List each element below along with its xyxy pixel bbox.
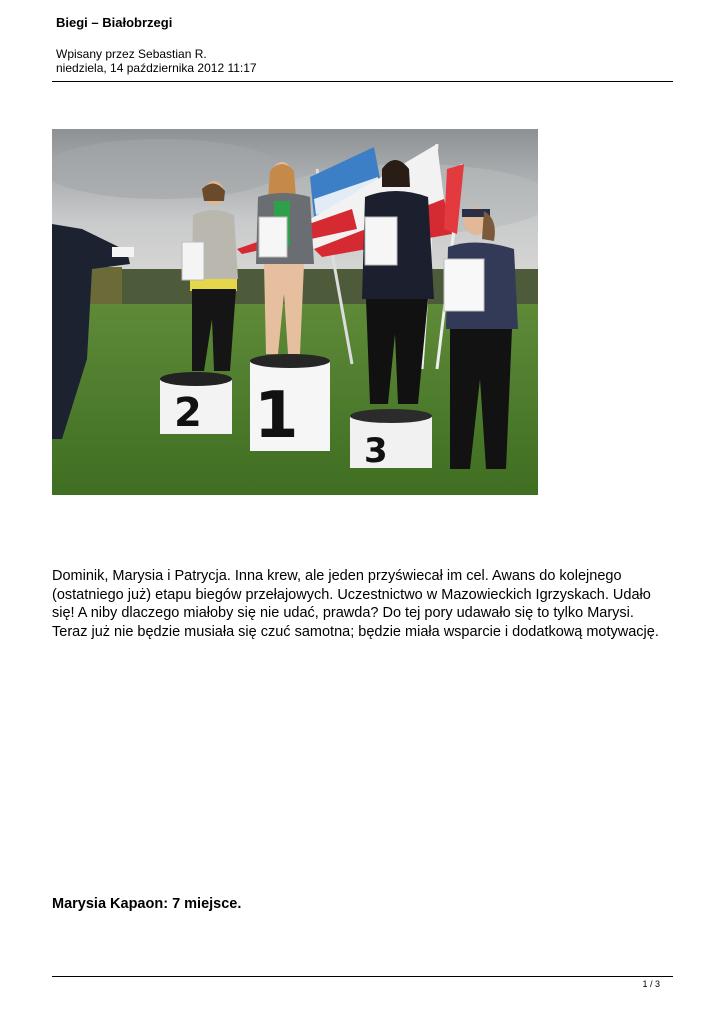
body-line: Dominik, Marysia i Patrycja. Inna krew, ale jeden przyświecał im cel. Awans do kolejnego — [52, 568, 622, 584]
podium-number-2: 2 — [174, 390, 202, 436]
date-line: niedziela, 14 października 2012 11:17 — [56, 61, 257, 75]
result-line: Marysia Kapaon: 7 miejsce. — [52, 896, 242, 912]
header-divider — [52, 81, 673, 82]
podium-number-3: 3 — [364, 431, 388, 471]
podium-photo — [52, 129, 538, 495]
article-meta — [56, 47, 257, 75]
podium-number-1: 1 — [254, 379, 299, 453]
page-number: 1 / 3 — [642, 979, 660, 989]
author-line: Wpisany przez Sebastian R. — [56, 47, 207, 61]
footer-divider — [52, 976, 673, 977]
body-line: (ostatniego już) etapu biegów przełajowych. Uczestnictwo w Mazowieckich Igrzyskach. Udało — [52, 586, 651, 603]
body-line: się! A niby dlaczego miałoby się nie udać, prawda? Do tej pory udawało się to tylko Marysi. — [52, 605, 634, 622]
article-title: Biegi – Białobrzegi — [56, 15, 173, 30]
body-paragraph — [52, 567, 677, 641]
body-line: Teraz już nie będzie musiała się czuć samotna; będzie miała wsparcie i dodatkową motywację. — [52, 623, 659, 640]
